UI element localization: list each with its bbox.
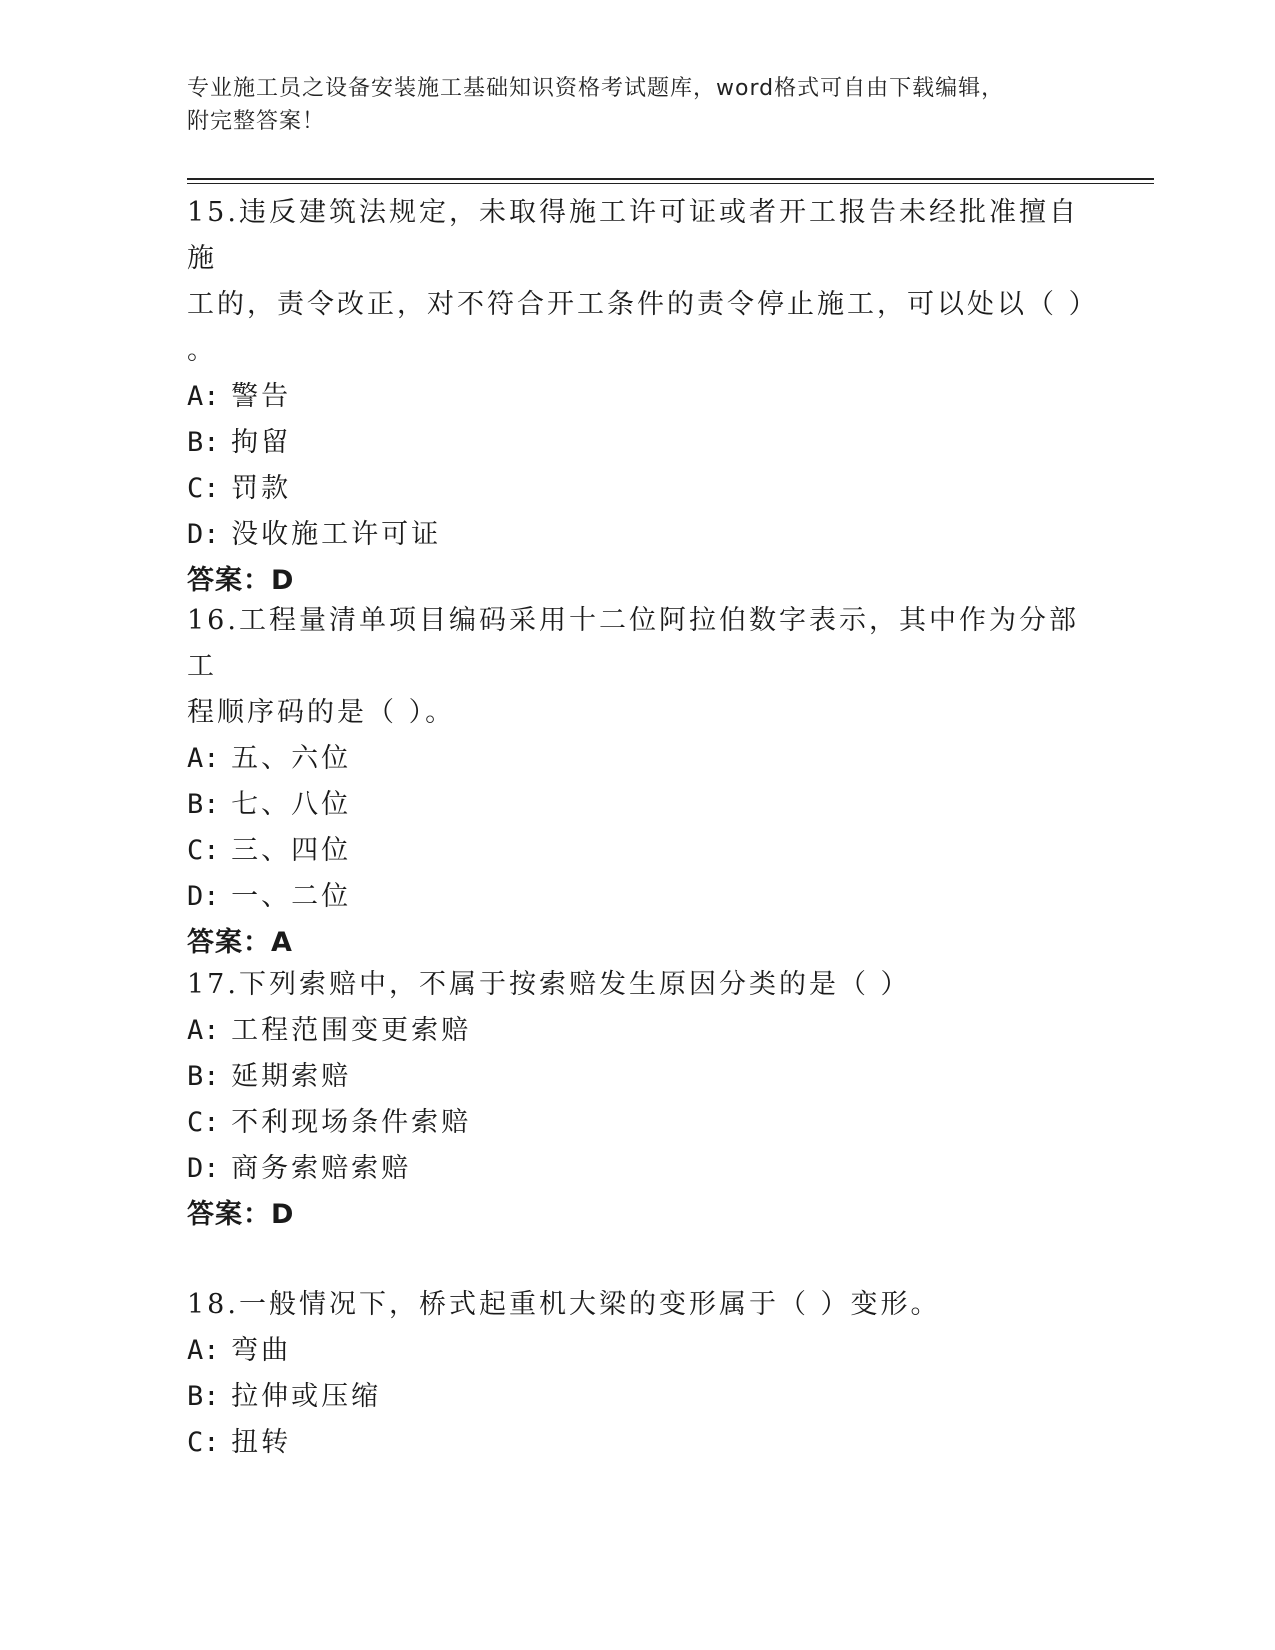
question-stem-line: 15.违反建筑法规定，未取得施工许可证或者开工报告未经批准擅自施 — [187, 197, 1079, 274]
question-stem-line: 17.下列索赔中，不属于按索赔发生原因分类的是（ ） — [187, 969, 911, 1000]
option-b — [187, 420, 1087, 466]
option-text: 拉伸或压缩 — [231, 1381, 382, 1412]
question-17 — [187, 962, 1087, 1238]
option-text: 七、八位 — [231, 789, 352, 820]
option-letter: C: — [187, 1107, 220, 1138]
header-line-2: 附完整答案！ — [187, 109, 326, 134]
question-16 — [187, 598, 1087, 966]
option-b — [187, 1374, 1087, 1420]
option-letter: A: — [187, 1335, 220, 1366]
document-header — [187, 72, 1067, 138]
option-letter: C: — [187, 473, 220, 504]
option-a — [187, 374, 1087, 420]
question-stem-line: 程顺序码的是（ ）。 — [187, 697, 456, 728]
question-stem-line: 16.工程量清单项目编码采用十二位阿拉伯数字表示，其中作为分部工 — [187, 605, 1079, 682]
option-c — [187, 828, 1087, 874]
question-18 — [187, 1282, 1087, 1466]
option-text: 警告 — [231, 381, 292, 412]
option-letter: C: — [187, 1427, 220, 1458]
option-letter: B: — [187, 789, 220, 820]
option-text: 扭转 — [231, 1427, 292, 1458]
option-text: 罚款 — [231, 473, 292, 504]
option-letter: B: — [187, 1061, 220, 1092]
option-text: 五、六位 — [231, 743, 352, 774]
answer-line: 答案：D — [187, 1199, 295, 1230]
option-b — [187, 782, 1087, 828]
option-letter: C: — [187, 835, 220, 866]
option-d — [187, 1146, 1087, 1192]
option-text: 一、二位 — [231, 881, 352, 912]
option-c — [187, 1100, 1087, 1146]
option-c — [187, 466, 1087, 512]
option-letter: D: — [187, 1153, 220, 1184]
question-stem-line: 。 — [187, 335, 217, 366]
answer-line: 答案：A — [187, 927, 293, 958]
option-letter: B: — [187, 427, 220, 458]
option-letter: A: — [187, 1015, 220, 1046]
option-letter: A: — [187, 743, 220, 774]
option-d — [187, 874, 1087, 920]
header-divider-thin — [187, 183, 1154, 184]
option-text: 拘留 — [231, 427, 292, 458]
option-text: 工程范围变更索赔 — [231, 1015, 472, 1046]
option-text: 不利现场条件索赔 — [231, 1107, 472, 1138]
option-text: 商务索赔索赔 — [231, 1153, 412, 1184]
option-a — [187, 736, 1087, 782]
option-letter: A: — [187, 381, 220, 412]
answer-line: 答案：D — [187, 565, 295, 596]
option-d — [187, 512, 1087, 558]
option-a — [187, 1008, 1087, 1054]
option-c — [187, 1420, 1087, 1466]
question-stem-line: 18.一般情况下，桥式起重机大梁的变形属于（ ）变形。 — [187, 1289, 941, 1320]
option-text: 三、四位 — [231, 835, 352, 866]
option-b — [187, 1054, 1087, 1100]
option-a — [187, 1328, 1087, 1374]
option-text: 延期索赔 — [231, 1061, 352, 1092]
header-divider-thick — [187, 178, 1154, 180]
question-15 — [187, 190, 1099, 604]
option-text: 弯曲 — [231, 1335, 292, 1366]
header-line-1: 专业施工员之设备安装施工基础知识资格考试题库，word格式可自由下载编辑， — [187, 76, 1005, 101]
option-letter: D: — [187, 881, 220, 912]
option-letter: B: — [187, 1381, 220, 1412]
option-letter: D: — [187, 519, 220, 550]
question-stem-line: 工的，责令改正，对不符合开工条件的责令停止施工，可以处以（ ） — [187, 289, 1099, 320]
option-text: 没收施工许可证 — [231, 519, 442, 550]
